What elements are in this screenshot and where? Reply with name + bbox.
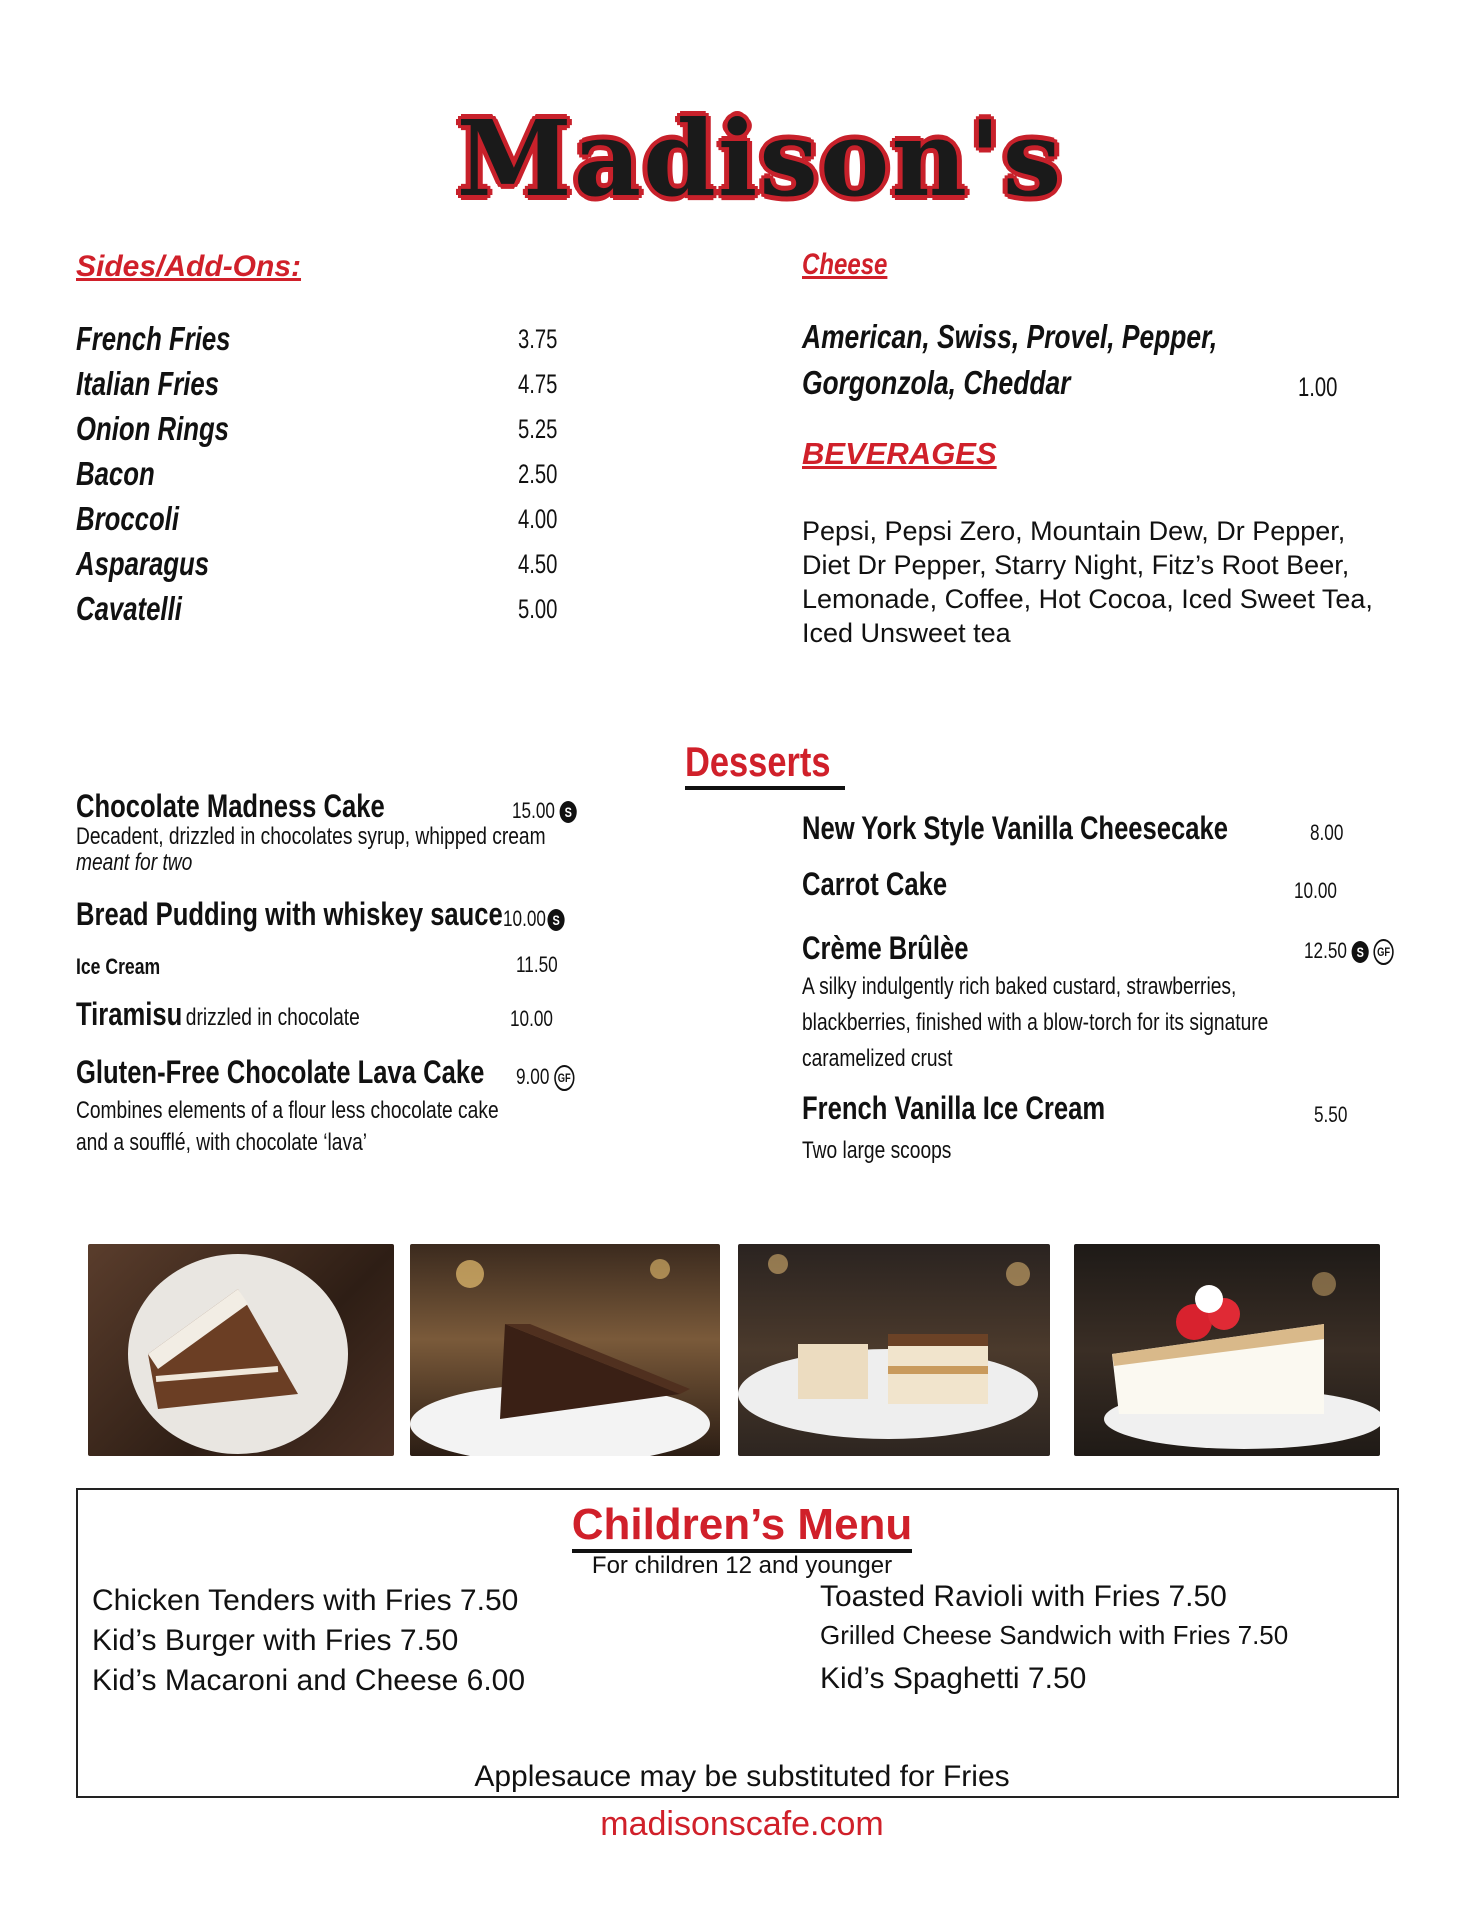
dessert-price: 10.00 <box>510 1006 553 1031</box>
list-item <box>76 500 576 545</box>
dessert-name: Crème Brûlèe <box>802 930 969 966</box>
cheese-title: Cheese <box>802 248 888 281</box>
dessert-desc: caramelized crust <box>802 1045 953 1072</box>
sides-list <box>76 320 576 635</box>
dessert-price <box>503 906 565 932</box>
side-price: 5.00 <box>518 594 558 624</box>
dessert-name: Tiramisu <box>76 996 183 1032</box>
gluten-free-badge-icon: GF <box>1373 939 1393 965</box>
list-item <box>76 365 576 410</box>
desserts-title: Desserts <box>685 738 831 785</box>
side-price: 5.25 <box>518 414 558 444</box>
kids-item: Kid’s Burger with Fries 7.50 <box>92 1624 459 1657</box>
desserts-underline <box>685 786 845 790</box>
side-name: Onion Rings <box>76 410 230 447</box>
website-link[interactable]: madisonscafe.com <box>600 1805 884 1843</box>
dessert-name: Gluten-Free Chocolate Lava Cake <box>76 1054 485 1090</box>
dessert-desc: Two large scoops <box>802 1137 952 1164</box>
applesauce-note: Applesauce may be substituted for Fries <box>474 1760 1010 1793</box>
dessert-desc: blackberries, finished with a blow-torch for its signature <box>802 1009 1269 1036</box>
dessert-name: Ice Cream <box>76 954 161 979</box>
tiramisu-photo <box>738 1244 1050 1456</box>
dessert-price: 11.50 <box>516 952 558 977</box>
gluten-free-badge-icon: GF <box>554 1065 574 1091</box>
cheesecake-image <box>1074 1244 1380 1456</box>
dessert-desc: Combines elements of a flour less chocolate cake <box>76 1097 499 1124</box>
list-item <box>76 410 576 455</box>
dessert-price <box>512 798 577 824</box>
dessert-price <box>1304 938 1394 965</box>
beverages-line: Iced Unsweet tea <box>802 618 1011 648</box>
beverages-list <box>802 514 1442 650</box>
dessert-name: Chocolate Madness Cake <box>76 788 385 824</box>
dessert-price-value: 12.50 <box>1304 938 1347 963</box>
logo-text: Madison's <box>456 96 1064 220</box>
childrens-menu-title <box>0 1500 1484 1550</box>
list-item <box>76 320 576 365</box>
carrot-cake-image <box>88 1244 394 1456</box>
side-name: Broccoli <box>76 500 179 537</box>
cheesecake-photo <box>1074 1244 1380 1456</box>
carrot-cake-photo <box>88 1244 394 1456</box>
dessert-price-value: 9.00 <box>516 1064 550 1089</box>
childrens-menu-title-text: Children’s Menu <box>572 1500 913 1553</box>
beverages-line: Diet Dr Pepper, Starry Night, Fitz’s Root Beer, <box>802 550 1350 580</box>
dessert-name: New York Style Vanilla Cheesecake <box>802 810 1228 846</box>
dessert-desc: and a soufflé, with chocolate ‘lava’ <box>76 1129 368 1156</box>
kids-item: Toasted Ravioli with Fries 7.50 <box>820 1580 1227 1613</box>
beverages-line: Pepsi, Pepsi Zero, Mountain Dew, Dr Pepper, <box>802 516 1346 546</box>
cheese-price: 1.00 <box>1298 372 1338 402</box>
side-price: 4.50 <box>518 549 558 579</box>
dessert-suffix: drizzled in chocolate <box>185 1004 360 1031</box>
side-price: 2.50 <box>518 459 558 489</box>
list-item <box>76 590 576 635</box>
dessert-price: 8.00 <box>1310 820 1344 845</box>
side-name: Cavatelli <box>76 590 182 627</box>
kids-item: Chicken Tenders with Fries 7.50 <box>92 1584 519 1617</box>
kids-item: Grilled Cheese Sandwich with Fries 7.50 <box>820 1620 1289 1650</box>
side-price: 4.75 <box>518 369 558 399</box>
dessert-desc: Decadent, drizzled in chocolates syrup, whipped cream <box>76 823 546 850</box>
side-name: Bacon <box>76 455 155 492</box>
side-name: Italian Fries <box>76 365 220 402</box>
dessert-price-value: 10.00 <box>503 906 546 931</box>
side-price: 4.00 <box>518 504 558 534</box>
beverages-line: Lemonade, Coffee, Hot Cocoa, Iced Sweet Tea, <box>802 584 1373 614</box>
logo <box>456 88 1064 228</box>
dessert-name: Bread Pudding with whiskey sauce <box>76 896 503 932</box>
dessert-desc: meant for two <box>76 849 193 876</box>
chocolate-cake-image <box>410 1244 720 1456</box>
cheese-line-2: Gorgonzola, Cheddar <box>802 364 1071 401</box>
dessert-price-value: 15.00 <box>512 798 555 823</box>
kids-item: Kid’s Macaroni and Cheese 6.00 <box>92 1664 526 1697</box>
chocolate-cake-photo <box>410 1244 720 1456</box>
childrens-menu-subtitle: For children 12 and younger <box>591 1552 893 1579</box>
tiramisu-image <box>738 1244 1050 1456</box>
side-name: French Fries <box>76 320 231 357</box>
dessert-desc: A silky indulgently rich baked custard, strawberries, <box>802 973 1237 1000</box>
dessert-name: French Vanilla Ice Cream <box>802 1090 1106 1126</box>
cheese-line-1: American, Swiss, Provel, Pepper, <box>802 318 1218 355</box>
side-name: Asparagus <box>76 545 210 582</box>
sugar-badge-icon: S <box>548 909 565 931</box>
list-item <box>76 545 576 590</box>
beverages-title: BEVERAGES <box>802 436 997 471</box>
side-price: 3.75 <box>518 324 558 354</box>
sugar-badge-icon: S <box>1352 941 1369 963</box>
kids-item: Kid’s Spaghetti 7.50 <box>820 1662 1087 1695</box>
list-item <box>76 455 576 500</box>
sides-title: Sides/Add-Ons: <box>76 250 302 283</box>
sugar-badge-icon: S <box>560 801 577 823</box>
dessert-name: Carrot Cake <box>802 866 948 902</box>
dessert-row <box>76 996 360 1033</box>
dessert-price: 5.50 <box>1314 1102 1348 1127</box>
dessert-price: 10.00 <box>1294 878 1337 903</box>
dessert-price <box>516 1064 574 1091</box>
